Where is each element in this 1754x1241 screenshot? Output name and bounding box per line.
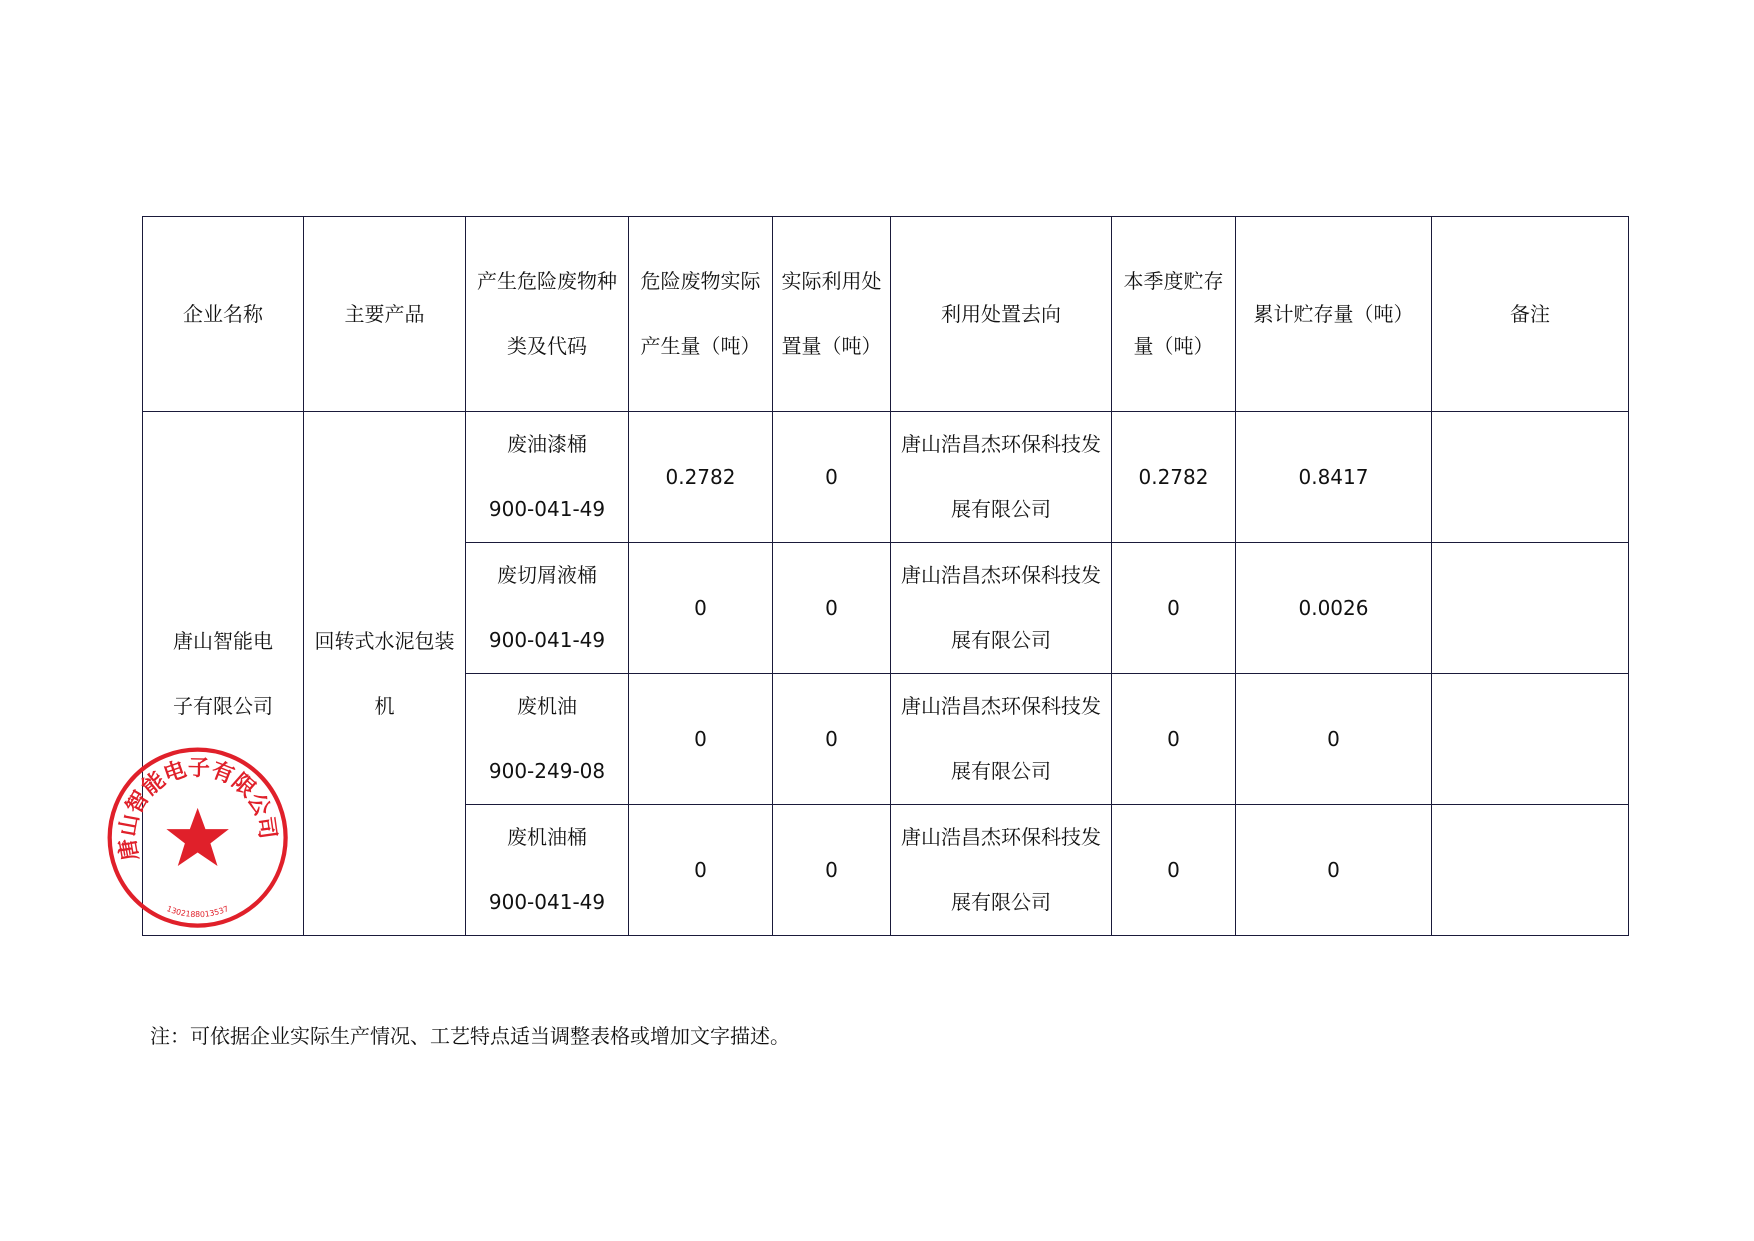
- waste-code: 900-041-49: [488, 890, 606, 914]
- main-product: 回转式水泥包装机: [304, 412, 466, 936]
- produced: 0: [629, 674, 773, 805]
- header-remark: 备注: [1432, 217, 1629, 412]
- quarter-storage: 0.2782: [1112, 412, 1236, 543]
- waste-type: [466, 543, 629, 674]
- produced: 0: [629, 543, 773, 674]
- waste-type: [466, 412, 629, 543]
- header-produced: 危险废物实际产生量（吨）: [629, 217, 773, 412]
- table-row: [143, 412, 1629, 543]
- waste-code: 900-249-08: [488, 759, 606, 783]
- company-name: 唐山智能电子有限公司: [143, 412, 304, 936]
- waste-code: 900-041-49: [488, 497, 606, 521]
- produced: 0.2782: [629, 412, 773, 543]
- header-waste-type: 产生危险废物种类及代码: [466, 217, 629, 412]
- remark: [1432, 543, 1629, 674]
- waste-code: 900-041-49: [488, 628, 606, 652]
- total-storage: 0.8417: [1236, 412, 1432, 543]
- disposed: 0: [773, 412, 891, 543]
- disposed: 0: [773, 805, 891, 936]
- header-quarter-storage: 本季度贮存量（吨）: [1112, 217, 1236, 412]
- header-total-storage: 累计贮存量（吨）: [1236, 217, 1432, 412]
- waste-name: 废切屑液桶: [497, 563, 597, 587]
- quarter-storage: 0: [1112, 543, 1236, 674]
- remark: [1432, 805, 1629, 936]
- waste-name: 废机油: [517, 694, 577, 718]
- disposed: 0: [773, 674, 891, 805]
- disposed: 0: [773, 543, 891, 674]
- total-storage: 0: [1236, 805, 1432, 936]
- remark: [1432, 412, 1629, 543]
- waste-name: 废油漆桶: [507, 432, 587, 456]
- remark: [1432, 674, 1629, 805]
- destination: 唐山浩昌杰环保科技发展有限公司: [891, 805, 1112, 936]
- header-product: 主要产品: [304, 217, 466, 412]
- quarter-storage: 0: [1112, 805, 1236, 936]
- header-disposed: 实际利用处置量（吨）: [773, 217, 891, 412]
- produced: 0: [629, 805, 773, 936]
- seal-number-text: 1302188013537: [165, 904, 230, 920]
- waste-type: [466, 674, 629, 805]
- waste-type: [466, 805, 629, 936]
- quarter-storage: 0: [1112, 674, 1236, 805]
- destination: 唐山浩昌杰环保科技发展有限公司: [891, 412, 1112, 543]
- total-storage: 0: [1236, 674, 1432, 805]
- total-storage: 0.0026: [1236, 543, 1432, 674]
- seal-name-text: 唐山智能电子有限公司: [115, 755, 280, 863]
- destination: 唐山浩昌杰环保科技发展有限公司: [891, 543, 1112, 674]
- waste-name: 废机油桶: [507, 825, 587, 849]
- hazardous-waste-table: [142, 216, 1629, 936]
- header-company: 企业名称: [143, 217, 304, 412]
- destination: 唐山浩昌杰环保科技发展有限公司: [891, 674, 1112, 805]
- header-destination: 利用处置去向: [891, 217, 1112, 412]
- footnote: 注：可依据企业实际生产情况、工艺特点适当调整表格或增加文字描述。: [150, 1024, 790, 1048]
- header-row: [143, 217, 1629, 412]
